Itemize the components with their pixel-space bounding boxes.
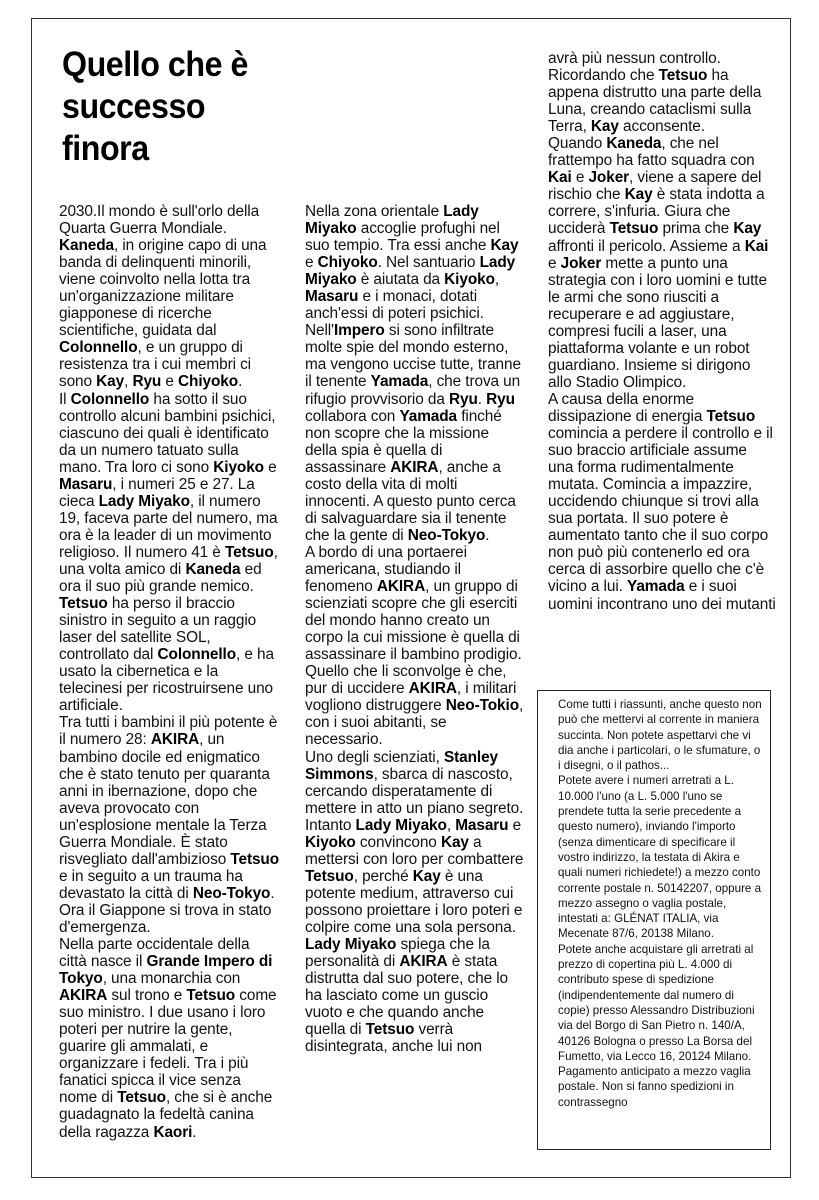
text-run: ed ora il suo più grande nemico. <box>59 560 262 596</box>
text-run: spiega che la personalità di <box>305 936 490 971</box>
text-run: Tra tutti i bambini il più potente è il numero 28: <box>59 714 278 749</box>
bold-name: Lady Miyako <box>305 203 479 238</box>
text-column-3 <box>548 50 776 613</box>
text-run: e i suoi uomini incontrano uno dei mutanti <box>548 578 776 613</box>
text-run: , <box>446 816 456 834</box>
bold-name: Chiyoko <box>178 373 239 391</box>
text-run: Nella parte occidentale della città nasce il <box>59 936 250 971</box>
bold-name: Ryu <box>132 373 162 391</box>
bold-name: Neo-Tokio <box>445 697 519 715</box>
text-run: . Nel santuario <box>377 254 480 272</box>
text-run: , viene a sapere del rischio che <box>548 169 762 204</box>
text-run: , i militari vogliono distruggere <box>305 680 517 715</box>
bold-name: Kay <box>96 373 125 391</box>
paragraph <box>305 203 525 322</box>
text-run: affronti il pericolo. Assieme a <box>548 237 745 255</box>
text-run: , che trova un rifugio provvisorio da <box>305 373 521 408</box>
text-run: Quando <box>548 135 607 153</box>
bold-name: Ryu <box>448 390 478 408</box>
bold-name: Masaru <box>455 816 509 834</box>
bold-name: Kay <box>490 237 519 255</box>
text-run: è una potente medium, attraverso cui possono proiettare i loro poteri e colpire come una sola persona. <box>305 867 523 936</box>
text-run: . <box>485 526 490 544</box>
text-run: e <box>508 816 522 834</box>
text-run: mette a punto una strategia con i loro uomini e tutte le armi che sono riusciti a recuperare e ad aggiustare, compresi fucili a laser, una piattaforma volante e un robot guardiano. Insieme si dirigono allo Stadio Olimpico. <box>548 254 767 391</box>
bold-name: AKIRA <box>408 680 457 698</box>
text-column-1 <box>59 203 281 1141</box>
bold-name: Kay <box>440 833 469 851</box>
bold-name: Colonnello <box>59 339 138 357</box>
text-run: A bordo di una portaerei americana, studiando il fenomeno <box>305 543 467 596</box>
text-run: . Ora il Giappone si trova in stato d'emergenza. <box>59 884 275 936</box>
text-run: , in origine capo di una banda di delinquenti minorili, viene coinvolto nella lotta tra un'organizzazione militare giapponese di ricerche scientifiche, guidata dal <box>59 237 267 340</box>
paragraph <box>548 50 776 135</box>
text-run: è stata indotta a correre, s'infuria. Giura che ucciderà <box>548 186 765 238</box>
text-run: e <box>305 254 318 272</box>
bold-name: Masaru <box>59 475 113 493</box>
text-run: e i monaci, dotati anch'essi di poteri psichici. <box>305 288 484 323</box>
bold-name: AKIRA <box>399 953 448 971</box>
text-run: . <box>477 390 487 408</box>
bold-name: Tetsuo <box>59 595 108 613</box>
text-run: prima che <box>658 220 734 238</box>
text-run: avrà più nessun controllo. Ricordando che <box>548 50 721 85</box>
bold-name: Colonnello <box>70 390 150 408</box>
paragraph <box>59 714 281 936</box>
info-paragraph: Potete anche acquistare gli arretrati al prezzo di copertina più L. 4.000 di contributo spese di spedizione (indipendentemente dal numero di copie) presso Alessandro Distribuzioni via del Borgo di San Pietro n. 140/A, 40126 Bologna o presso La Borsa del Fumetto, via Lecco 16, 20124 Milano. Pagamento anticipato a mezzo vaglia postale. Non si fanno spedizioni in contrassegno <box>558 942 755 1109</box>
bold-name: Joker <box>588 169 630 187</box>
text-run: è aiutata da <box>356 271 445 289</box>
bold-name: Kay <box>624 186 653 204</box>
text-run: Il <box>59 390 71 408</box>
bold-name: Tetsuo <box>224 543 274 561</box>
text-run: convincono <box>355 833 441 851</box>
bold-name: Kaneda <box>606 135 662 153</box>
text-run: sul trono e <box>107 987 187 1005</box>
bold-name: AKIRA <box>150 731 200 749</box>
text-run: si sono infiltrate molte spie del mondo esterno, ma vengono uccise tutte, tranne il tenente <box>305 322 521 391</box>
bold-name: Kiyoko <box>305 833 356 851</box>
text-run: 2030.Il mondo è sull'orlo della Quarta Guerra Mondiale. <box>59 203 260 238</box>
text-column-2 <box>305 203 525 1055</box>
bold-name: Impero <box>333 322 385 340</box>
text-run: A causa della enorme dissipazione di energia <box>548 390 707 425</box>
paragraph <box>59 391 281 715</box>
text-run: , <box>124 373 133 391</box>
text-run: ha appena distrutto una parte della Luna, creando cataclismi sulla Terra, <box>548 67 762 136</box>
bold-name: Lady Miyako <box>355 816 447 834</box>
text-run: e in seguito a un trauma ha devastato la città di <box>59 867 243 902</box>
bold-name: Lady Miyako <box>98 492 190 510</box>
info-box <box>537 690 771 1150</box>
bold-name: Joker <box>560 254 602 272</box>
bold-name: Yamada <box>627 578 685 596</box>
paragraph <box>305 749 525 817</box>
bold-name: Grande Impero di Tokyo <box>59 953 273 988</box>
text-run: ha perso il braccio sinistro in seguito a un raggio laser del satellite SOL, controllato dal <box>59 595 257 664</box>
bold-name: Kay <box>412 867 441 885</box>
text-run: , il numero 19, faceva parte del numero, ma ora è la leader di un movimento religioso. Il numero 41 è <box>59 492 278 561</box>
text-run: acconsente. <box>618 118 705 136</box>
paragraph <box>305 817 525 1056</box>
bold-name: Kay <box>733 220 762 238</box>
text-run: , una volta amico di <box>59 543 278 578</box>
text-run: a mettersi con loro per combattere <box>305 833 524 868</box>
bold-name: Colonnello <box>157 646 237 664</box>
bold-name: Yamada <box>370 373 429 391</box>
bold-name: Ryu <box>486 390 515 408</box>
bold-name: Kaneda <box>185 560 241 578</box>
text-run: e <box>571 169 589 187</box>
bold-name: Lady Miyako <box>305 254 516 289</box>
text-run: collabora con <box>305 407 400 425</box>
bold-name: Tetsuo <box>117 1089 166 1107</box>
text-run: ha sotto il suo controllo alcuni bambini psichici, ciascuno dei quali è identificato da un numero tatuato sulla mano. Tra loro ci sono <box>59 390 276 476</box>
bold-name: Tetsuo <box>609 220 659 238</box>
bold-name: AKIRA <box>376 578 426 596</box>
bold-name: Tetsuo <box>305 867 354 885</box>
text-run: . <box>238 373 243 391</box>
bold-name: Kaneda <box>59 237 114 255</box>
info-paragraph: Come tutti i riassunti, anche questo non può che mettervi al corrente in maniera succinta. Non potete aspettarvi che vi dia anche i particolari, o le sfumature, o i disegni, o il pathos... <box>558 698 762 773</box>
info-paragraph: Potete avere i numeri arretrati a L. 10.000 l'uno (a L. 5.000 l'uno se prendete tutta la serie precedente a questo numero), inviando l'importo (senza dimenticare di specificare il vostro indirizzo, la testata di Akira e quali numeri richiedete!) a mezzo conto corrente postale n. 50142207, oppure a mezzo assegno o vaglia postale, intestati a: GLÉNAT ITALIA, via Mecenate 87/6, 20138 Milano. <box>558 774 762 941</box>
text-run: , che si è anche guadagnato la fedeltà canina della ragazza <box>59 1089 273 1141</box>
text-run: Nella zona orientale <box>305 203 444 220</box>
text-run: , e un gruppo di resistenza tra i cui membri ci sono <box>59 339 251 391</box>
bold-name: AKIRA <box>59 987 108 1005</box>
bold-name: Lady Miyako <box>305 936 397 954</box>
page-title: Quello che è successo finora <box>62 45 248 168</box>
bold-name: Kai <box>744 237 769 255</box>
paragraph <box>548 135 776 391</box>
text-run: accoglie profughi nel suo tempio. Tra essi anche <box>305 220 500 255</box>
text-run: , anche a costo della vita di molti innocenti. A questo punto cerca di salvaguardare sia il tenente che la gente di <box>305 458 516 544</box>
bold-name: Kai <box>548 169 572 187</box>
paragraph <box>59 203 281 391</box>
text-run: e <box>263 458 277 476</box>
bold-name: Stanley Simmons <box>305 748 499 783</box>
bold-name: AKIRA <box>390 458 439 476</box>
paragraph <box>59 936 281 1141</box>
bold-name: Tetsuo <box>658 67 708 85</box>
text-run: Uno degli scienziati, <box>305 748 444 766</box>
paragraph <box>305 322 525 544</box>
text-run: Nell' <box>305 322 334 340</box>
text-run: , una monarchia con <box>102 970 241 988</box>
text-run: finché non scopre che la missione della spia è quella di assassinare <box>305 407 502 476</box>
text-run: verrà disintegrata, anche lui non <box>305 1021 482 1056</box>
paragraph <box>548 391 776 613</box>
bold-name: Tetsuo <box>186 987 236 1005</box>
text-run: , sbarca di nascosto, cercando disperatamente di mettere in atto un piano segreto. <box>305 765 524 817</box>
text-run: come suo ministro. I due usano i loro poteri per nutrire la gente, guarire gli ammalati, e organizzare i fedeli. Tra i più fanatici spicca il vice senza nome di <box>59 987 277 1107</box>
bold-name: Tetsuo <box>365 1021 415 1039</box>
bold-name: Masaru <box>305 288 359 306</box>
bold-name: Kiyoko <box>444 271 495 289</box>
paragraph <box>305 544 525 749</box>
bold-name: Tetsuo <box>230 850 280 868</box>
bold-name: Tetsuo <box>706 407 756 425</box>
text-run: . <box>192 1123 197 1141</box>
text-run: , un bambino docile ed enigmatico che è stato tenuto per quaranta anni in ibernazione, dopo che aveva provocato con un'esplosione mentale la Terza Guerra Mondiale. È stato risvegliato dall'ambizioso <box>59 731 270 868</box>
bold-name: Neo-Tokyo <box>407 526 486 544</box>
bold-name: Kaori <box>153 1123 193 1141</box>
text-run: , <box>494 271 500 289</box>
text-run: comincia a perdere il controllo e il suo braccio artificiale assume una forma rudimentalmente mutata. Comincia a impazzire, uccidendo chiunque si trovi alla sua portata. Il suo potere è aumentato tanto che il suo corpo non può più contenerlo ed ora cerca di assorbire quello che c'è vicino a lui. <box>548 425 773 596</box>
bold-name: Kay <box>590 118 619 136</box>
bold-name: Neo-Tokyo <box>192 884 271 902</box>
text-run: , e ha usato la cibernetica e la telecinesi per ricostruirsene uno artificiale. <box>59 646 274 715</box>
text-run: , un gruppo di scienziati scopre che gli eserciti del mondo hanno creato un corpo la cui missione è quella di assassinare il bambino prodigio. Quello che li sconvolge è che, pur di uccidere <box>305 578 522 698</box>
text-run: è stata distrutta dal suo potere, che lo ha lasciato come un guscio vuoto e che quando anche quella di <box>305 953 508 1039</box>
text-run: , che nel frattempo ha fatto squadra con <box>548 135 755 170</box>
text-run: e <box>161 373 179 391</box>
text-run: , con i suoi abitanti, se necessario. <box>305 697 524 749</box>
bold-name: Kiyoko <box>213 458 264 476</box>
bold-name: Yamada <box>399 407 458 425</box>
text-run: , perché <box>353 867 413 885</box>
bold-name: Chiyoko <box>317 254 378 272</box>
text-run: Intanto <box>305 816 356 834</box>
text-run: e <box>548 254 561 272</box>
text-run: , i numeri 25 e 27. La cieca <box>59 475 255 510</box>
